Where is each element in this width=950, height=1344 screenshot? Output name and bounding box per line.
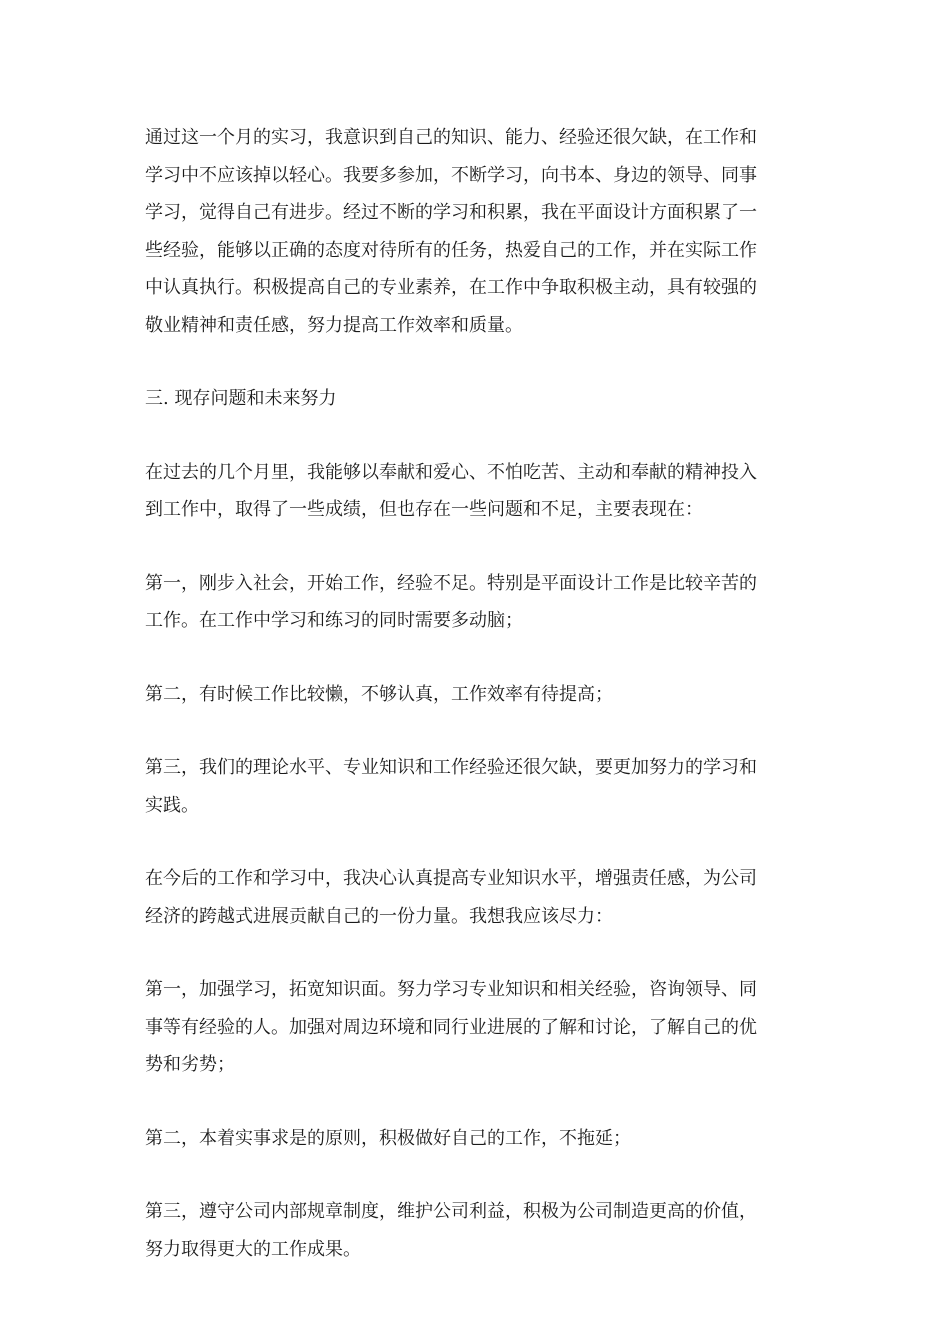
text-line: 第三，遵守公司内部规章制度，维护公司利益，积极为公司制造更高的价值， bbox=[145, 1201, 757, 1222]
text-line: 第一，刚步入社会，开始工作，经验不足。特别是平面设计工作是比较辛苦的 bbox=[145, 572, 757, 594]
paragraph-problem-2 bbox=[145, 676, 805, 714]
text-line: 第二，本着实事求是的原则，积极做好自己的工作，不拖延； bbox=[145, 1127, 631, 1149]
paragraph-plan-1 bbox=[145, 971, 805, 1084]
text-line: 敬业精神和责任感，努力提高工作效率和质量。 bbox=[145, 314, 523, 336]
text-line: 通过这一个月的实习，我意识到自己的知识、能力、经验还很欠缺，在工作和 bbox=[145, 127, 757, 148]
text-line: 势和劣势； bbox=[145, 1054, 235, 1075]
paragraph-future-intro bbox=[145, 860, 805, 935]
text-line: 中认真执行。积极提高自己的专业素养，在工作中争取积极主动，具有较强的 bbox=[145, 277, 757, 298]
document-body bbox=[145, 119, 805, 1268]
text-line: 在今后的工作和学习中，我决心认真提高专业知识水平，增强责任感，为公司 bbox=[145, 868, 757, 889]
text-line: 努力取得更大的工作成果。 bbox=[145, 1238, 361, 1260]
paragraph-problem-1 bbox=[145, 565, 805, 640]
paragraph-plan-2 bbox=[145, 1120, 805, 1158]
text-line: 第一，加强学习，拓宽知识面。努力学习专业知识和相关经验，咨询领导、同 bbox=[145, 979, 757, 1000]
paragraph-problem-3 bbox=[145, 749, 805, 824]
paragraph-internship-reflection bbox=[145, 119, 805, 344]
text-line: 些经验，能够以正确的态度对待所有的任务，热爱自己的工作，并在实际工作 bbox=[145, 239, 757, 261]
text-line: 第三，我们的理论水平、专业知识和工作经验还很欠缺，要更加努力的学习和 bbox=[145, 757, 757, 778]
text-line: 事等有经验的人。加强对周边环境和同行业进展的了解和讨论，了解自己的优 bbox=[145, 1016, 757, 1038]
text-line: 实践。 bbox=[145, 794, 199, 816]
text-line: 学习中不应该掉以轻心。我要多参加，不断学习，向书本、身边的领导、同事 bbox=[145, 164, 757, 186]
section-heading bbox=[145, 380, 805, 418]
text-line: 第二，有时候工作比较懒，不够认真，工作效率有待提高； bbox=[145, 683, 613, 705]
text-line: 学习，觉得自己有进步。经过不断的学习和积累，我在平面设计方面积累了一 bbox=[145, 202, 757, 223]
text-line: 到工作中，取得了一些成绩，但也存在一些问题和不足，主要表现在： bbox=[145, 499, 703, 520]
text-line: 经济的跨越式进展贡献自己的一份力量。我想我应该尽力： bbox=[145, 905, 613, 927]
section-heading-text: 三. 现存问题和未来努力 bbox=[145, 388, 337, 409]
text-line: 工作。在工作中学习和练习的同时需要多动脑； bbox=[145, 610, 523, 631]
paragraph-past-months bbox=[145, 454, 805, 529]
paragraph-plan-3 bbox=[145, 1193, 805, 1268]
text-line: 在过去的几个月里，我能够以奉献和爱心、不怕吃苦、主动和奉献的精神投入 bbox=[145, 461, 757, 483]
